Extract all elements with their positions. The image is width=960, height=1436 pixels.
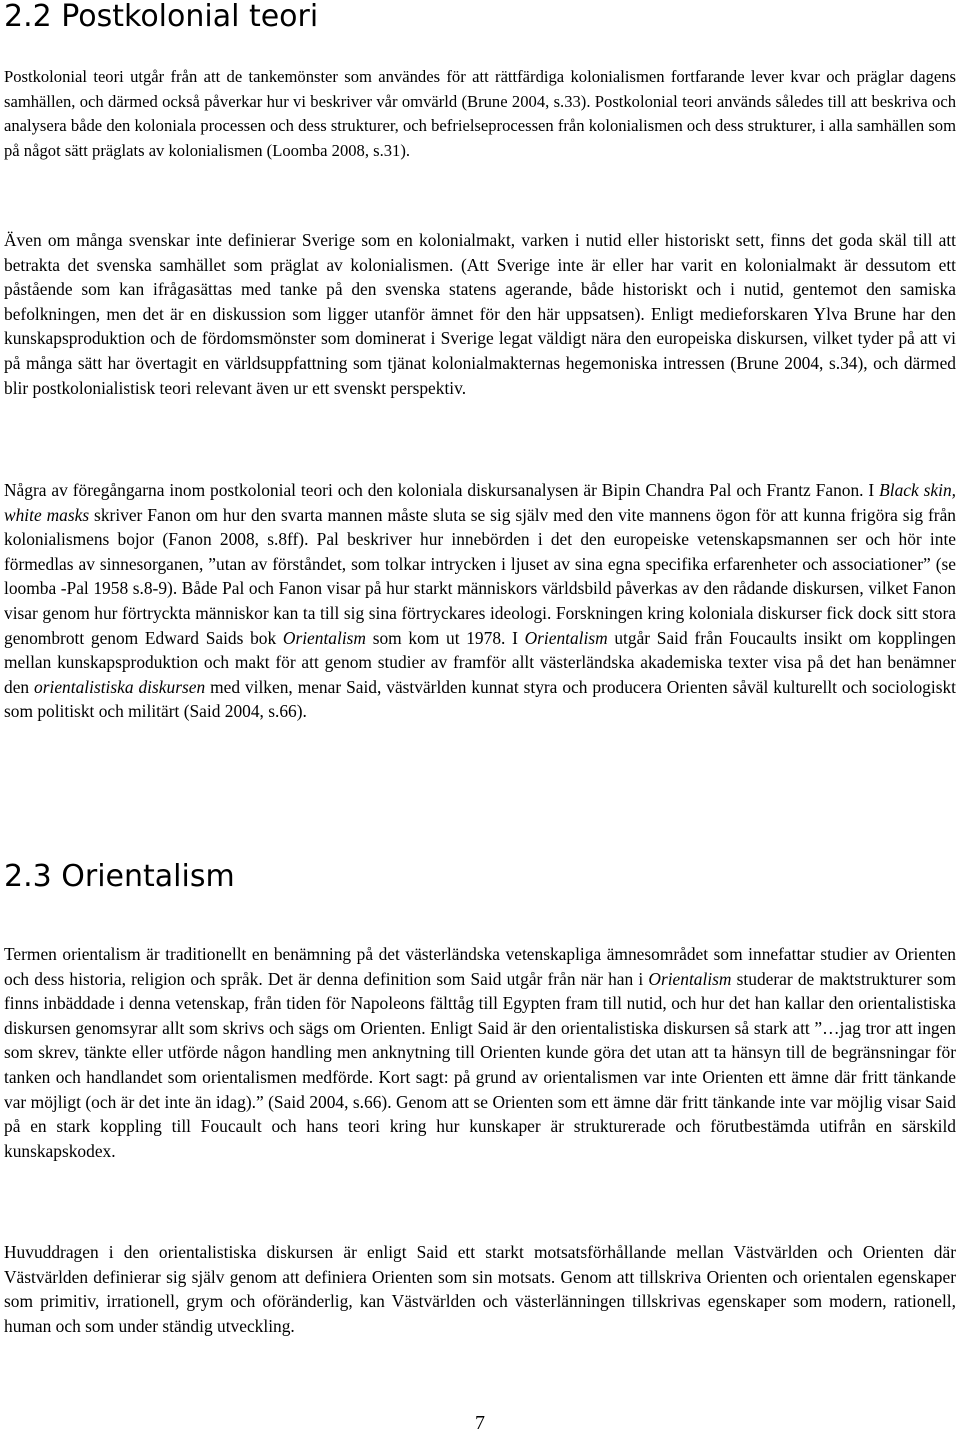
paragraph-text: som kom ut 1978. I [365, 627, 525, 648]
paragraph-text: skriver Fanon om hur den svarta mannen måste sluta se sig själv med den vite mannens ögon för att kunna frigöra sig från kolonialismens bojor (Fanon 2008, s.8ff). Pal beskriver hur innebörden i det den europeiske vetenskapsmannen ser och hör inte förmedlas av sinnesorganen, ”utan av förståndet, som tolkar intrycken i ljuset av sina egna specifika erfarenheter och associationer” (se loomba -Pal 1958 s.8-9). Både Pal och Fanon visar på hur starkt människors världsbild påverkas av den rådande diskursen, vilket Fanon visar genom hur förtryckta människor kan ta till sig sina förtryckares ideologi. Forskningen kring koloniala diskurser fick dock sitt stora genombrott genom Edward Saids bok [4, 504, 956, 648]
paragraph-text: Några av föregångarna inom postkolonial teori och den koloniala diskursanalysen är Bipin Chandra Pal och Frantz Fanon. I [4, 480, 880, 500]
paragraph-text: studerar de maktstrukturer som finns inbäddade i denna vetenskap, från tiden för Napoleons fälttåg till Egypten fram till nutid, och hur det han kallar den orientalistiska diskursen genomsyrar allt som skrivs och sägs om Orienten. Enligt Said är den orientalistiska diskursen så stark att ”…jag tror att ingen som skrev, tänkte eller utförde någon handling men anknytning till Orienten kunde göra det utan att ta hänsyn till de begränsningar för tanken och handlandet som orientalismen medförde. Kort sagt: på grund av orientalismen var inte Orienten ett ämne där fritt tänkande var möjligt (och är det inte än idag).” (Said 2004, s.66). Genom att se Orienten som ett ämne där fritt tänkande inte var möjlig visar Said på en stark koppling till Foucault och hans teori kring hur kunskaper är strukturerade och förutbestämda utifrån en särskild kunskapskodex. [4, 968, 956, 1161]
book-title: Orientalism [648, 968, 732, 989]
book-title: Orientalism [282, 627, 366, 648]
page-number: 7 [475, 1412, 485, 1434]
paragraph [4, 942, 956, 1163]
paragraph [4, 65, 956, 163]
emphasis-term: orientalistiska diskursen [34, 676, 206, 697]
paragraph-text: Huvuddragen i den orientalistiska diskursen är enligt Said ett starkt motsatsförhållande mellan Västvärlden och Orienten där Västvärlden definierar sig själv genom att definiera Orienten som sin motsats. Genom att tillskriva Orienten och orientalen egenskaper som primitiv, irrationell, grym och oföränderlig, kan Västvärlden och västerlänningen tillskrivas egenskaper som modern, rationell, human och som under ständig utveckling. [4, 1242, 956, 1336]
paragraph-text: Postkolonial teori utgår från att de tankemönster som användes för att rättfärdiga kolonialismen fortfarande lever kvar och präglar dagens samhällen, och därmed också påverkar hur vi beskriver vår omvärld (Brune 2004, s.33). Postkolonial teori används således till att beskriva och analysera både den koloniala processen och dess strukturer, och befrielseprocessen från kolonialismen och dess strukturer, i alla samhällen som på något sätt präglats av kolonialismen (Loomba 2008, s.31). [4, 67, 956, 160]
book-title: Black skin, white masks [4, 480, 956, 525]
paragraph-text: med vilken, menar Said, västvärlden kunnat styra och producera Orienten såväl kulturellt och sociologiskt som politiskt och militärt (Said 2004, s.66). [4, 676, 956, 722]
paragraph [4, 228, 956, 400]
paragraph-text: utgår Said från Foucaults insikt om kopplingen mellan kunskapsproduktion och makt för att genom studier av framför allt västerländska akademiska texter visa på det han benämner den [4, 627, 956, 697]
paragraph-text: Termen orientalism är traditionellt en benämning på det västerländska vetenskapliga ämnesområdet som innefattar studier av Orienten och dess historia, religion och språk. Det är denna definition som Said utgår från när han i [4, 944, 956, 989]
paragraph-text: Även om många svenskar inte definierar Sverige som en kolonialmakt, varken i nutid eller historiskt sett, finns det goda skäl till att betrakta det svenska samhället som präglat av kolonialismen. (Att Sverige inte är eller har varit en kolonialmakt är dessutom ett påstående som kan ifrågasättas med tanke på den svenska statens agerande, både historiskt och i nutid, gentemot den samiska befolkningen, men det är en diskussion som ligger utanför ämnet för den här uppsatsen). Enligt medieforskaren Ylva Brune har den kunskapsproduktion och de fördomsmönster som dominerat i Sverige legat väldigt nära den europeiska diskursen, vilket tyder på att vi på många sätt har övertagit en världsuppfattning som tjänat kolonialmakternas hegemoniska intressen (Brune 2004, s.34), och därmed blir postkolonialistisk teori relevant även ur ett svenskt perspektiv. [4, 230, 956, 398]
paragraph [4, 478, 956, 724]
section-heading-postkolonial-teori: 2.2 Postkolonial teori [4, 0, 319, 34]
paragraph [4, 1240, 956, 1338]
section-heading-orientalism: 2.3 Orientalism [4, 859, 235, 894]
book-title: Orientalism [524, 627, 608, 648]
